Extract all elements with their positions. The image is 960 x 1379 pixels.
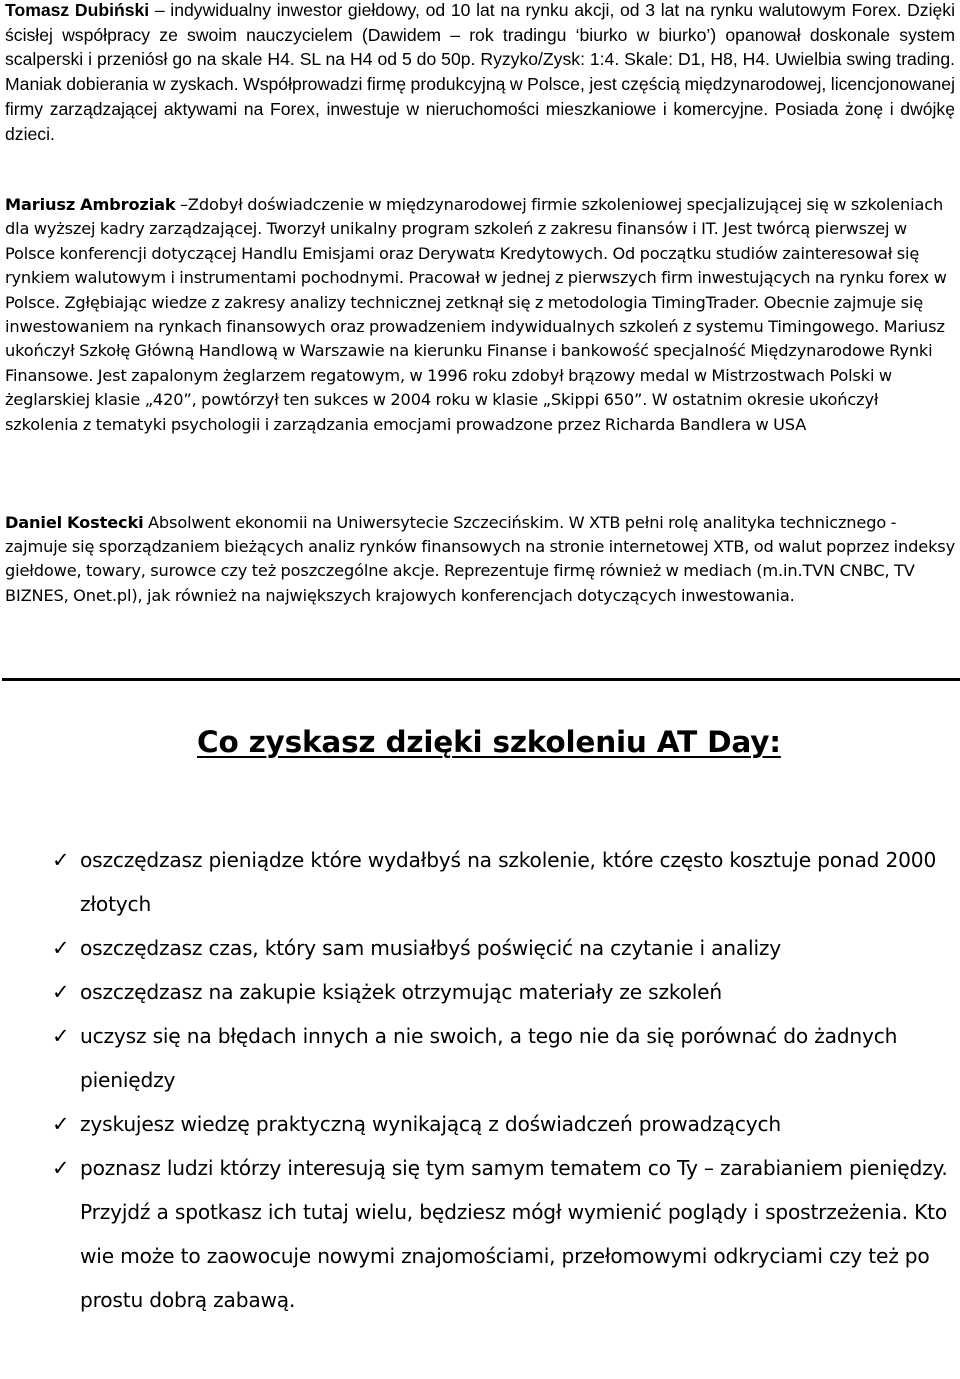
benefit-item [0, 838, 960, 926]
checkmark-icon: ✓ [52, 980, 70, 1004]
benefits-heading: Co zyskasz dzięki szkoleniu AT Day: [197, 725, 781, 759]
checkmark-icon: ✓ [52, 1112, 70, 1136]
benefit-item [0, 1102, 960, 1146]
checkmark-icon: ✓ [52, 936, 70, 960]
bio-name: Tomasz Dubiński [5, 0, 150, 20]
checkmark-icon: ✓ [52, 848, 70, 872]
benefit-text: poznasz ludzi którzy interesują się tym samym tematem co Ty – zarabianiem pieniędzy. Przyjdź a spotkasz ich tutaj wielu, będziesz mógł wymienić poglądy i spostrzeżenia. Kto wie może to zaowocuje nowymi znajomościami, przełomowymi odkryciami czy też po prostu dobrą zabawą. [80, 1156, 948, 1312]
bio-name: Mariusz Ambroziak [5, 195, 176, 214]
bio-paragraph-tomasz-dubinski [5, 0, 955, 146]
section-divider [2, 678, 960, 681]
benefit-item [0, 1146, 960, 1322]
benefits-list [0, 838, 960, 1322]
benefit-text: oszczędzasz czas, który sam musiałbyś poświęcić na czytanie i analizy [80, 936, 782, 960]
benefit-item [0, 1014, 960, 1102]
bio-paragraph-daniel-kostecki [5, 511, 955, 608]
bio-text: –Zdobył doświadczenie w międzynarodowej firmie szkoleniowej specjalizującej się w szkoleniach dla wyższej kadry zarządzającej. Tworzył unikalny program szkoleń z zakresu finansów i IT. Jest twórcą pierwszej w Polsce konferencji dotyczącej Handlu Emisjami oraz Derywat¤ Kredytowych. Od początku studiów zainteresował się rynkiem walutowym i instrumentami pochodnymi. Pracował w jednej z pierwszych firm inwestujących na rynku forex w Polsce. Zgłębiając wiedze z zakresy analizy technicznej zetknął się z metodologia TimingTrader. Obecnie zajmuje się inwestowaniem na rynkach finansowych oraz prowadzeniem indywidualnych szkoleń z systemu Timingowego. Mariusz ukończył Szkołę Główną Handlową w Warszawie na kierunku Finanse i bankowość specjalność Międzynarodowe Rynki Finansowe. Jest zapalonym żeglarzem regatowym, w 1996 roku zdobył brązowy medal w Mistrzostwach Polski w żeglarskiej klasie „420”, powtórzył ten sukces w 2004 roku w klasie „Skippi 650”. W ostatnim okresie ukończył szkolenia z tematyki psychologii i zarządzania emocjami prowadzone przez Richarda Bandlera w USA [5, 195, 947, 434]
benefit-item [0, 970, 960, 1014]
benefit-text: zyskujesz wiedzę praktyczną wynikającą z doświadczeń prowadzących [80, 1112, 781, 1136]
benefit-item [0, 926, 960, 970]
benefit-text: oszczędzasz na zakupie książek otrzymując materiały ze szkoleń [80, 980, 722, 1004]
checkmark-icon: ✓ [52, 1024, 70, 1048]
bio-paragraph-mariusz-ambroziak [5, 193, 955, 437]
benefit-text: oszczędzasz pieniądze które wydałbyś na szkolenie, które często kosztuje ponad 2000 złotych [80, 848, 937, 916]
bio-text: Absolwent ekonomii na Uniwersytecie Szczecińskim. W XTB pełni rolę analityka technicznego - zajmuje się sporządzaniem bieżących analiz rynków finansowych na stronie internetowej XTB, od walut poprzez indeksy giełdowe, towary, surowce czy też poszczególne akcje. Reprezentuje firmę również w mediach (m.in.TVN CNBC, TV BIZNES, Onet.pl), jak również na największych krajowych konferencjach dotyczących inwestowania. [5, 513, 956, 605]
bio-text: – indywidualny inwestor giełdowy, od 10 lat na rynku akcji, od 3 lat na rynku walutowym Forex. Dzięki ścisłej współpracy ze swoim nauczycielem (Dawidem – rok tradingu ‘biurko w biurko’) opanował doskonale system scalperski i przeniósł go na skale H4. SL na H4 od 5 do 50p. Ryzyko/Zysk: 1:4. Skale: D1, H8, H4. Uwielbia swing trading. Maniak dobierania w zyskach. Współprowadzi firmę produkcyjną w Polsce, jest częścią międzynarodowej, licencjonowanej firmy zarządzającej aktywami na Forex, inwestuje w nieruchomości mieszkaniowe i komercyjne. Posiada żonę i dwójkę dzieci. [5, 0, 955, 144]
checkmark-icon: ✓ [52, 1156, 70, 1180]
bio-name: Daniel Kostecki [5, 513, 144, 532]
benefit-text: uczysz się na błędach innych a nie swoich, a tego nie da się porównać do żadnych pieniędzy [80, 1024, 898, 1092]
